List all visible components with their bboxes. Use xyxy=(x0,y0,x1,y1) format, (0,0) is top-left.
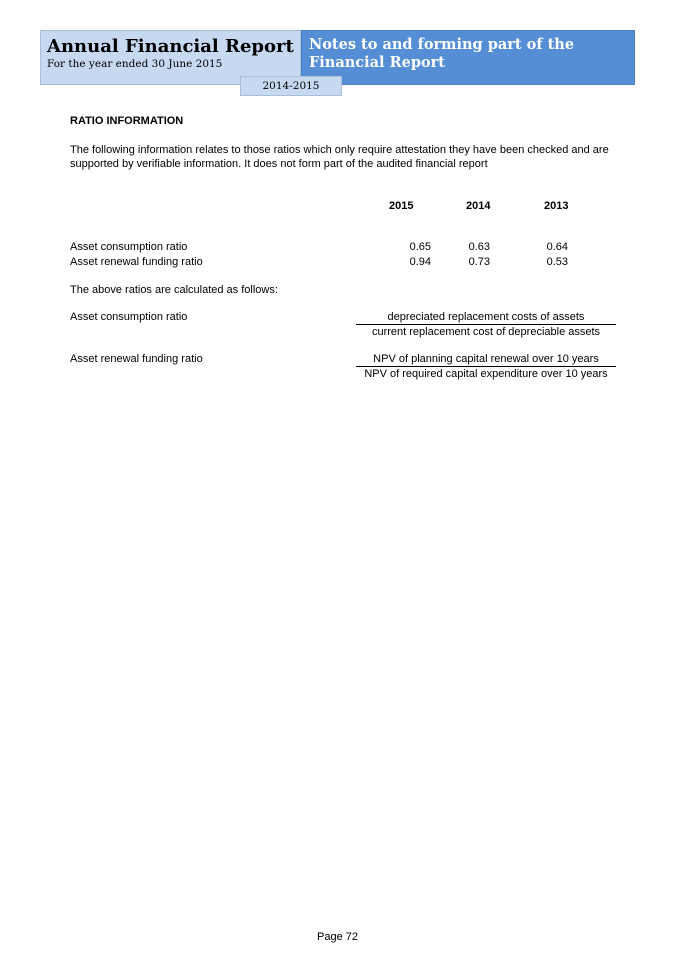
formula-numerator-renewal: NPV of planning capital renewal over 10 years xyxy=(356,353,616,367)
section-title: Notes to and forming part of the Financial Report xyxy=(309,36,575,71)
year-header-2013: 2013 xyxy=(544,200,569,212)
report-subtitle: For the year ended 30 June 2015 xyxy=(47,58,223,70)
value-consumption-2014: 0.63 xyxy=(468,241,490,253)
value-consumption-2015: 0.65 xyxy=(409,241,431,253)
formula-label-consumption: Asset consumption ratio xyxy=(70,311,188,323)
formula-numerator-consumption: depreciated replacement costs of assets xyxy=(356,311,616,325)
page-number: Page 72 xyxy=(317,931,358,943)
value-consumption-2013: 0.64 xyxy=(546,241,568,253)
row-label-asset-renewal: Asset renewal funding ratio xyxy=(70,256,203,268)
ratio-heading: RATIO INFORMATION xyxy=(70,115,184,127)
intro-paragraph: The following information relates to those ratios which only require attestation they have been checked and are supported by verifiable information. It does not form part of the audited financial report xyxy=(70,144,609,170)
value-renewal-2015: 0.94 xyxy=(409,256,431,268)
year-header-2014: 2014 xyxy=(466,200,491,212)
formula-denominator-renewal: NPV of required capital expenditure over 10 years xyxy=(364,368,608,380)
report-title: Annual Financial Report xyxy=(47,36,294,57)
year-header-2015: 2015 xyxy=(389,200,414,212)
formula-denominator-consumption: current replacement cost of depreciable assets xyxy=(371,326,601,338)
row-label-asset-consumption: Asset consumption ratio xyxy=(70,241,188,253)
formula-label-renewal: Asset renewal funding ratio xyxy=(70,353,203,365)
value-renewal-2014: 0.73 xyxy=(468,256,490,268)
calculation-note: The above ratios are calculated as follows: xyxy=(70,284,278,296)
value-renewal-2013: 0.53 xyxy=(546,256,568,268)
section-title-box xyxy=(301,30,635,85)
year-tab: 2014-2015 xyxy=(240,76,342,96)
